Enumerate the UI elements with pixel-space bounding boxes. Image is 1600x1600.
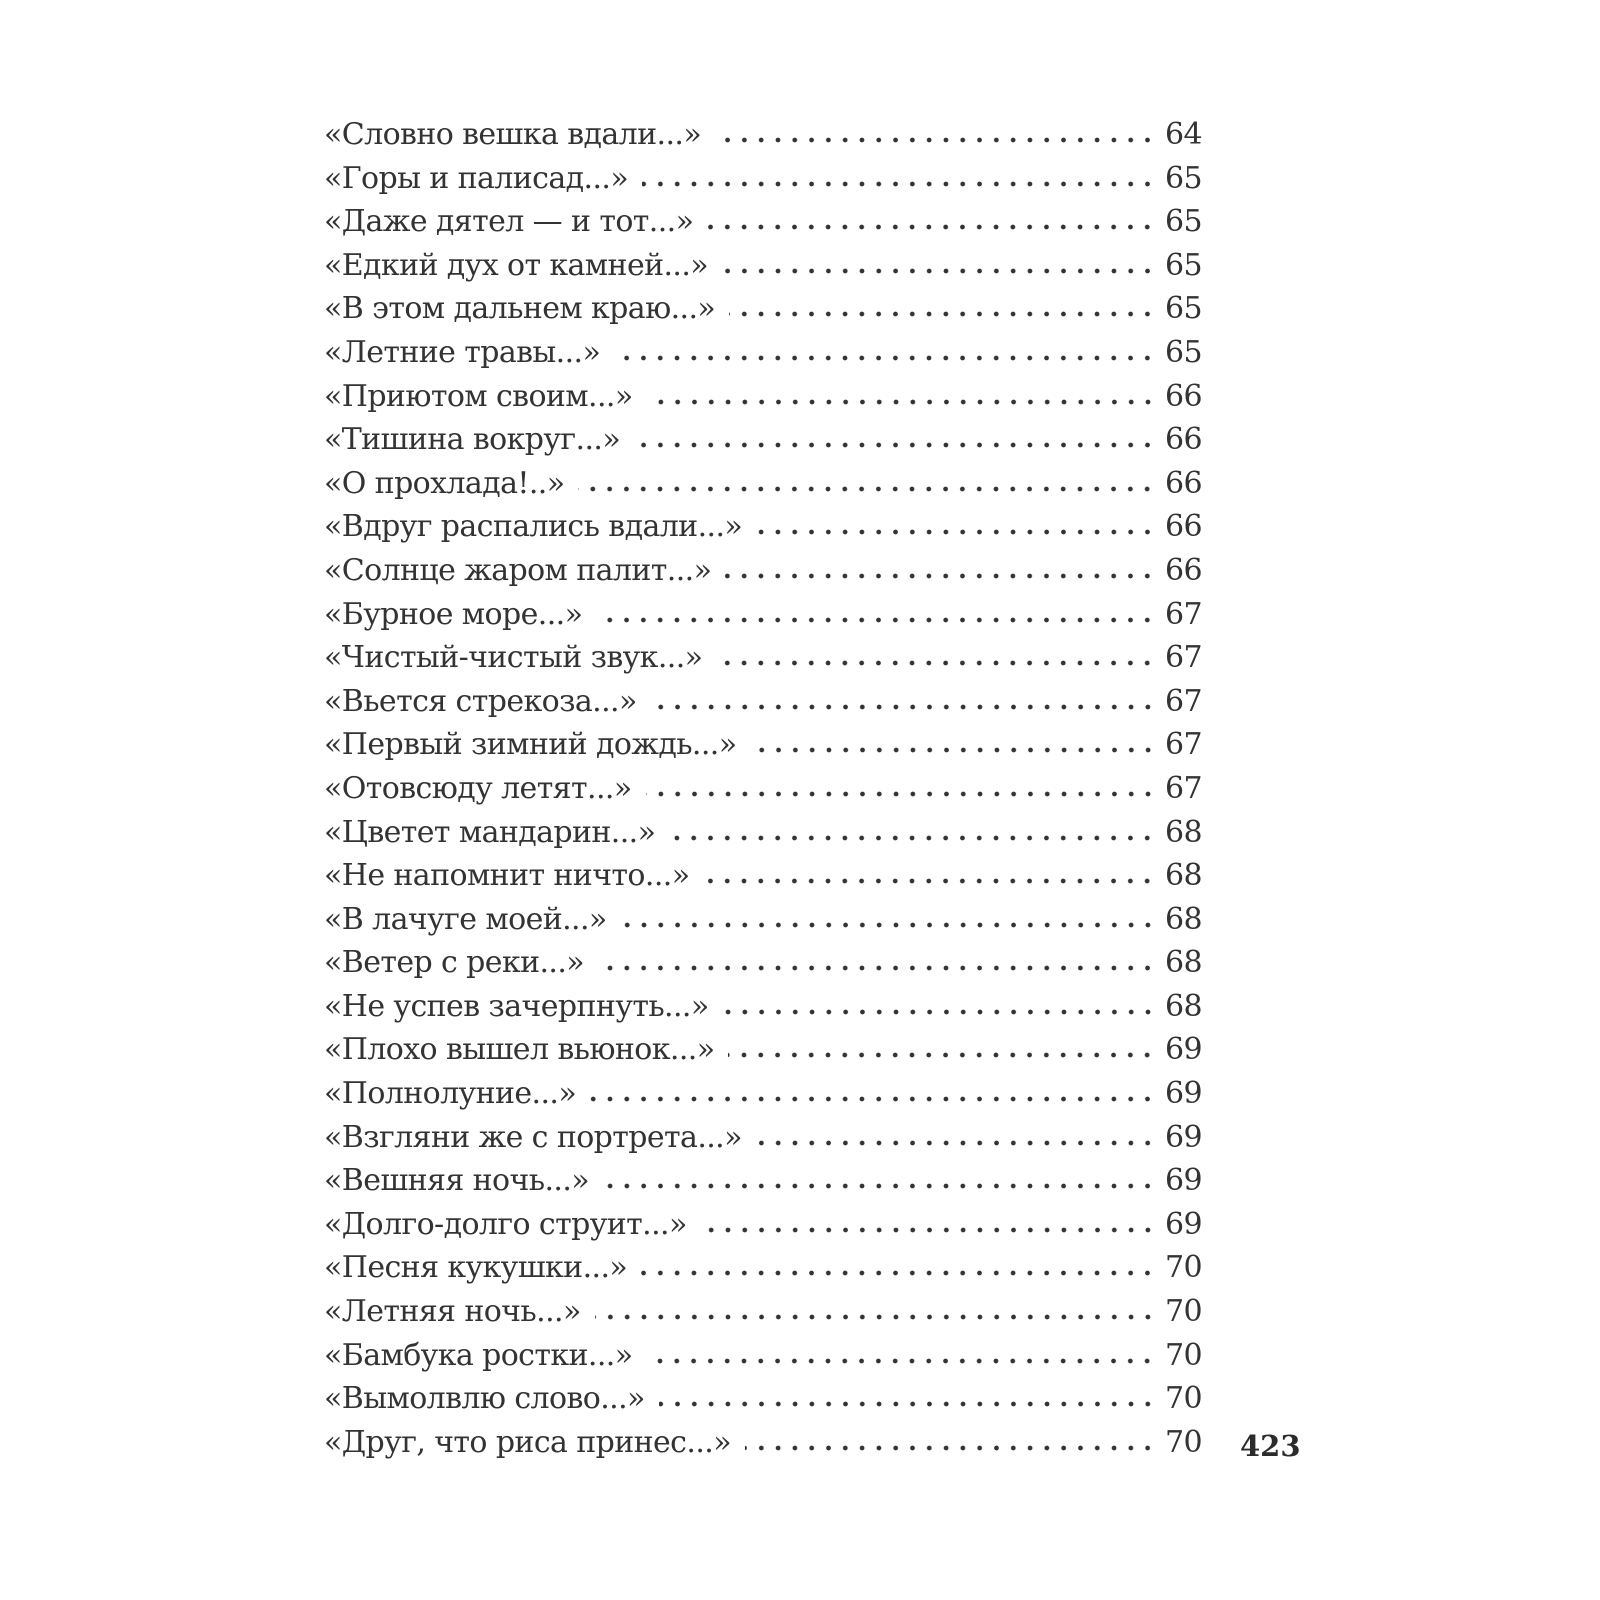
toc-entry-title: «Взгляни же с портрета...» xyxy=(324,1119,742,1155)
toc-entry-title: «В этом дальнем краю...» xyxy=(324,291,716,327)
toc-entry-title: «Летние травы...» xyxy=(324,334,601,370)
toc-entry-page-number: 67 xyxy=(1165,640,1202,676)
dot-leader xyxy=(578,463,1156,493)
toc-entry-title: «Тишина вокруг...» xyxy=(324,422,621,458)
dot-leader xyxy=(669,812,1156,842)
dot-leader xyxy=(614,332,1156,362)
toc-entry-page-number: 65 xyxy=(1165,204,1202,240)
dot-leader xyxy=(745,1422,1156,1452)
toc-entry-title: «Не напомнит ничто...» xyxy=(324,858,690,894)
dot-leader xyxy=(756,1117,1156,1147)
dot-leader xyxy=(603,1160,1156,1190)
toc-entry-title: «Вдруг распались вдали...» xyxy=(324,509,743,545)
toc-entry xyxy=(324,1377,1202,1421)
dot-leader xyxy=(641,1247,1156,1277)
toc-entry xyxy=(324,767,1202,811)
dot-leader xyxy=(646,768,1156,798)
toc-entry-title: «Чистый-чистый звук...» xyxy=(324,640,703,676)
toc-entry xyxy=(324,1334,1202,1378)
toc-entry xyxy=(324,1159,1202,1203)
toc-entry-page-number: 66 xyxy=(1165,422,1202,458)
toc-entry-title: «Первый зимний дождь...» xyxy=(324,727,737,763)
dot-leader xyxy=(716,637,1156,667)
toc-entry-title: «Ветер с реки...» xyxy=(324,945,585,981)
toc-entry-title: «Плохо вышел вьюнок...» xyxy=(324,1032,715,1068)
toc-entry xyxy=(324,375,1202,419)
dot-leader xyxy=(590,1073,1156,1103)
toc-entry-page-number: 70 xyxy=(1165,1294,1202,1330)
toc-entry-page-number: 65 xyxy=(1165,247,1202,283)
toc-entry-page-number: 66 xyxy=(1165,509,1202,545)
toc-entry-title: «Вешняя ночь...» xyxy=(324,1163,590,1199)
toc-entry-page-number: 65 xyxy=(1165,334,1202,370)
toc-entry xyxy=(324,157,1202,201)
toc-entry-title: «Вьется стрекоза...» xyxy=(324,683,637,719)
dot-leader xyxy=(642,158,1156,188)
toc-entry-title: «Едкий дух от камней...» xyxy=(324,247,709,283)
toc-entry-title: «Горы и палисад...» xyxy=(324,160,629,196)
toc-entry-title: «Друг, что риса принес...» xyxy=(324,1424,731,1460)
toc-entry-page-number: 67 xyxy=(1165,596,1202,632)
toc-entry xyxy=(324,985,1202,1029)
toc-entry-title: «Песня кукушки...» xyxy=(324,1250,628,1286)
dot-leader xyxy=(598,942,1156,972)
toc-entry-title: «Приютом своим...» xyxy=(324,378,633,414)
toc-entry xyxy=(324,200,1202,244)
toc-entry-page-number: 70 xyxy=(1165,1250,1202,1286)
toc-entry-page-number: 70 xyxy=(1165,1381,1202,1417)
dot-leader xyxy=(715,114,1156,144)
toc-entry-title: «О прохлада!..» xyxy=(324,465,565,501)
toc-entry xyxy=(324,811,1202,855)
toc-entry xyxy=(324,549,1202,593)
toc-entry-page-number: 68 xyxy=(1165,901,1202,937)
toc-entry-page-number: 66 xyxy=(1165,378,1202,414)
toc-entry xyxy=(324,723,1202,767)
page-number: 423 xyxy=(1240,1429,1301,1463)
toc-entry xyxy=(324,113,1202,157)
toc-entry-page-number: 68 xyxy=(1165,858,1202,894)
toc-entry-page-number: 64 xyxy=(1165,117,1202,152)
toc-entry-page-number: 68 xyxy=(1165,814,1202,850)
toc-entry xyxy=(324,331,1202,375)
toc-entry-title: «Летняя ночь...» xyxy=(324,1294,581,1330)
toc-entry-page-number: 66 xyxy=(1165,552,1202,588)
dot-leader xyxy=(701,1204,1156,1234)
toc-entry xyxy=(324,1203,1202,1247)
toc-entry-title: «Полнолуние...» xyxy=(324,1076,577,1112)
dot-leader xyxy=(751,724,1157,754)
toc-entry-title: «Отовсюду летят...» xyxy=(324,770,632,806)
toc-entry xyxy=(324,418,1202,462)
dot-leader xyxy=(722,245,1156,275)
toc-entry-page-number: 68 xyxy=(1165,988,1202,1024)
toc-entry-title: «Даже дятел — и тот...» xyxy=(324,204,694,240)
toc-entry-page-number: 69 xyxy=(1165,1163,1202,1199)
toc-entry-title: «Солнце жаром палит...» xyxy=(324,552,712,588)
toc-entry-title: «В лачуге моей...» xyxy=(324,901,607,937)
dot-leader xyxy=(725,550,1156,580)
dot-leader xyxy=(659,1378,1156,1408)
toc-entry-title: «Долго-долго струит...» xyxy=(324,1206,687,1242)
dot-leader xyxy=(595,1291,1156,1321)
toc-entry-page-number: 68 xyxy=(1165,945,1202,981)
toc-entry xyxy=(324,1116,1202,1160)
toc-entry xyxy=(324,244,1202,288)
dot-leader xyxy=(621,899,1156,929)
dot-leader xyxy=(756,506,1156,536)
dot-leader xyxy=(634,419,1156,449)
toc-entry-page-number: 65 xyxy=(1165,160,1202,196)
dot-leader xyxy=(647,376,1156,406)
toc-entry xyxy=(324,854,1202,898)
toc-entry-title: «Вымолвлю слово...» xyxy=(324,1381,645,1417)
toc-entry-page-number: 69 xyxy=(1165,1032,1202,1068)
toc-entry-page-number: 69 xyxy=(1165,1206,1202,1242)
dot-leader xyxy=(707,201,1156,231)
toc-entry xyxy=(324,1290,1202,1334)
toc-entry-title: «Бурное море...» xyxy=(324,596,583,632)
toc-entry xyxy=(324,941,1202,985)
toc-entry xyxy=(324,680,1202,724)
dot-leader xyxy=(729,288,1156,318)
dot-leader xyxy=(728,1029,1156,1059)
toc-entry-title: «Бамбука ростки...» xyxy=(324,1337,633,1373)
toc-entry-page-number: 67 xyxy=(1165,727,1202,763)
toc-entry xyxy=(324,505,1202,549)
dot-leader xyxy=(723,986,1156,1016)
toc-entry xyxy=(324,898,1202,942)
table-of-contents xyxy=(324,113,1202,1464)
toc-entry xyxy=(324,1246,1202,1290)
toc-entry-page-number: 67 xyxy=(1165,770,1202,806)
dot-leader xyxy=(596,594,1156,624)
toc-entry xyxy=(324,1028,1202,1072)
toc-entry-title: «Словно вешка вдали...» xyxy=(324,117,702,152)
toc-entry-page-number: 67 xyxy=(1165,683,1202,719)
dot-leader xyxy=(703,855,1156,885)
toc-entry-page-number: 66 xyxy=(1165,465,1202,501)
toc-entry-page-number: 69 xyxy=(1165,1076,1202,1112)
dot-leader xyxy=(646,1335,1156,1365)
toc-entry-page-number: 70 xyxy=(1165,1424,1202,1460)
toc-entry xyxy=(324,636,1202,680)
toc-entry xyxy=(324,1072,1202,1116)
toc-entry xyxy=(324,287,1202,331)
toc-entry xyxy=(324,593,1202,637)
toc-entry-page-number: 70 xyxy=(1165,1337,1202,1373)
toc-entry xyxy=(324,1421,1202,1465)
toc-entry-page-number: 69 xyxy=(1165,1119,1202,1155)
dot-leader xyxy=(651,681,1156,711)
toc-entry-title: «Цветет мандарин...» xyxy=(324,814,656,850)
toc-entry xyxy=(324,462,1202,506)
toc-entry-page-number: 65 xyxy=(1165,291,1202,327)
toc-entry-title: «Не успев зачерпнуть...» xyxy=(324,988,709,1024)
